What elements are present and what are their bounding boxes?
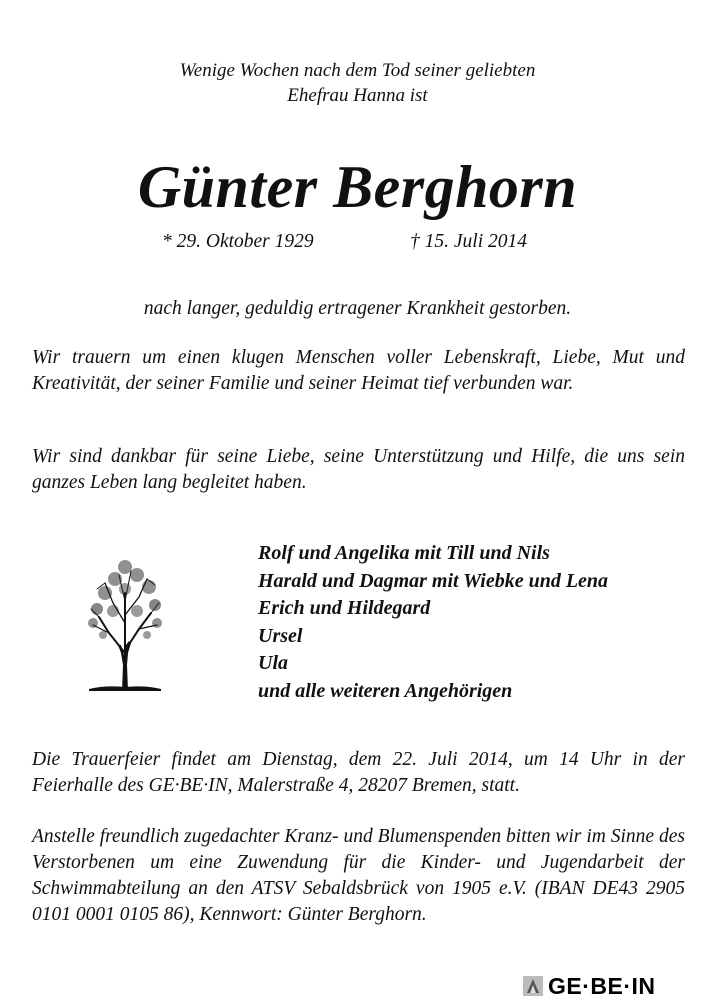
gebein-logo-text: GE·BE·IN xyxy=(548,972,656,999)
mourner-line: Harald und Dagmar mit Wiebke und Lena xyxy=(258,569,609,592)
mourner-line: Erich und Hildegard xyxy=(258,597,431,619)
deceased-name: Günter Berghorn xyxy=(137,154,578,220)
funeral-paragraph: Die Trauerfeier findet am Dienstag, dem 22. Juli 2014, um 14 Uhr in der Feierhalle des GE·BE·IN, Malerstraße 4, 28207 Bremen, statt. xyxy=(32,749,685,796)
intro-line-1: Wenige Wochen nach dem Tod seiner geliebten xyxy=(179,60,536,81)
gebein-logo xyxy=(522,972,656,1000)
death-date: † 15. Juli 2014 xyxy=(410,231,527,252)
donation-paragraph: Anstelle freundlich zugedachter Kranz- und Blumenspenden bitten wir im Sinne des Verstorbenen um eine Zuwendung für die Kinder- und Jugendarbeit der Schwimmabteilung an den ATSV Sebaldsbrück von 1905 e.V. (IBAN DE43 2905 0101 0001 0105 86), Kennwort: Günter Berghorn. xyxy=(32,826,685,925)
mourner-line: Ursel xyxy=(258,624,303,647)
mourner-line: Ula xyxy=(258,652,288,674)
mourner-line: und alle weiteren Angehörigen xyxy=(258,679,513,702)
intro-text xyxy=(0,58,715,108)
death-statement: nach langer, geduldig ertragener Krankheit gestorben. xyxy=(143,298,572,319)
thanks-paragraph: Wir sind dankbar für seine Liebe, seine Unterstützung und Hilfe, die uns sein ganzes Leben lang begleitet haben. xyxy=(32,446,685,493)
intro-line-2: Ehefrau Hanna ist xyxy=(287,85,428,106)
tree-icon xyxy=(85,553,165,693)
birth-date: * 29. Oktober 1929 xyxy=(162,231,314,252)
gebein-logo-icon xyxy=(522,975,544,997)
mourners-list xyxy=(258,540,608,705)
mourning-paragraph: Wir trauern um einen klugen Menschen voller Lebenskraft, Liebe, Mut und Kreativität, der seiner Familie und seiner Heimat tief verbunden war. xyxy=(32,347,685,394)
mourner-line: Rolf und Angelika mit Till und Nils xyxy=(258,542,550,564)
